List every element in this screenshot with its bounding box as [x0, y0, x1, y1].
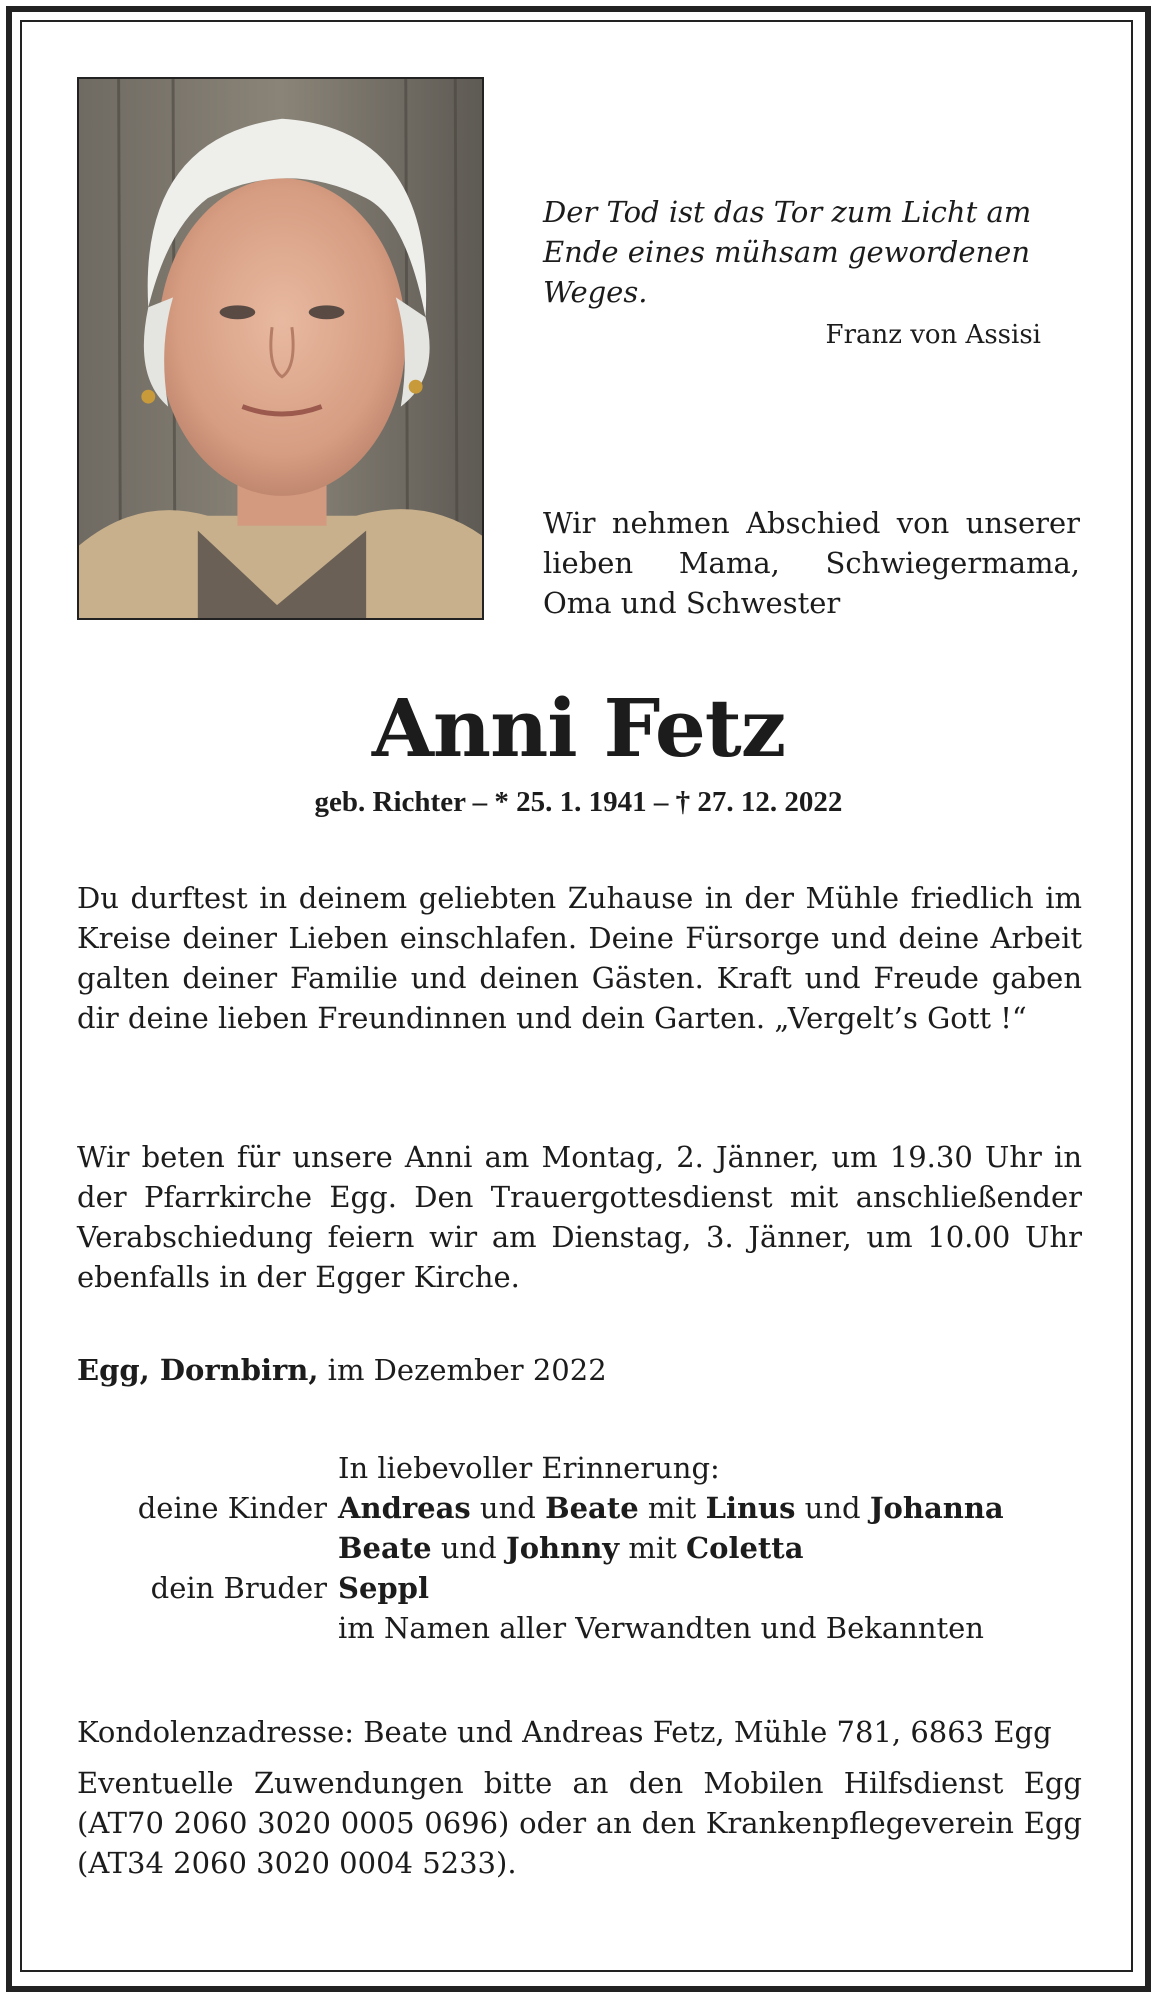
- farewell-intro: Wir nehmen Abschied von unserer lieben Mama, Schwiegermama, Oma und Schwester: [543, 506, 1080, 620]
- children-names-1: Andreas und Beate mit Linus und Johanna: [338, 1491, 1004, 1525]
- place-date: im Dezember 2022: [318, 1353, 607, 1387]
- relatives-closing: im Namen aller Verwandten und Bekannten: [338, 1611, 984, 1645]
- remembrance-heading: In liebevoller Erinnerung:: [338, 1451, 720, 1485]
- condolence-address: Kondolenzadresse: Beate und Andreas Fetz, Mühle 781, 6863 Egg: [77, 1715, 1052, 1749]
- place-names: Egg, Dornbirn,: [77, 1353, 319, 1387]
- children-label: deine Kinder: [137, 1491, 327, 1525]
- children-names-2: Beate und Johnny mit Coletta: [338, 1531, 804, 1565]
- donations-note: Eventuelle Zuwendungen bitte an den Mobilen Hilfsdienst Egg (AT70 2060 3020 0005 0696) oder an den Krankenpflegeverein Egg (AT34 2060 3020 0004 5233).: [77, 1766, 1082, 1880]
- place-date-line: [77, 1350, 607, 1390]
- life-dates: geb. Richter – * 25. 1. 1941 – † 27. 12. 2022: [314, 786, 843, 818]
- portrait-photo: [77, 77, 484, 620]
- service-paragraph: Wir beten für unsere Anni am Montag, 2. Jänner, um 19.30 Uhr in der Pfarrkirche Egg. Den Trauergottesdienst mit anschließender Verabschiedung feiern wir am Dienstag, 3. Jänner, um 10.00 Uhr ebenfalls in der Egger Kirche.: [77, 1140, 1082, 1294]
- brother-name: Seppl: [338, 1571, 429, 1605]
- memorial-paragraph: Du durftest in deinem geliebten Zuhause in der Mühle friedlich im Kreise deiner Lieben einschlafen. Deine Fürsorge und deine Arbeit galten deiner Familie und deinen Gästen. Kraft und Freude gaben dir deine lieben Freundinnen und dein Garten. „Vergelt’s Gott !“: [77, 881, 1082, 1035]
- quote-author: Franz von Assisi: [825, 320, 1041, 350]
- family-signature: [77, 1448, 1082, 1648]
- deceased-name: Anni Fetz: [371, 681, 786, 775]
- brother-label: dein Bruder: [150, 1571, 327, 1605]
- quote-text: Der Tod ist das Tor zum Licht am Ende eines mühsam gewordenen Weges.: [543, 195, 1032, 309]
